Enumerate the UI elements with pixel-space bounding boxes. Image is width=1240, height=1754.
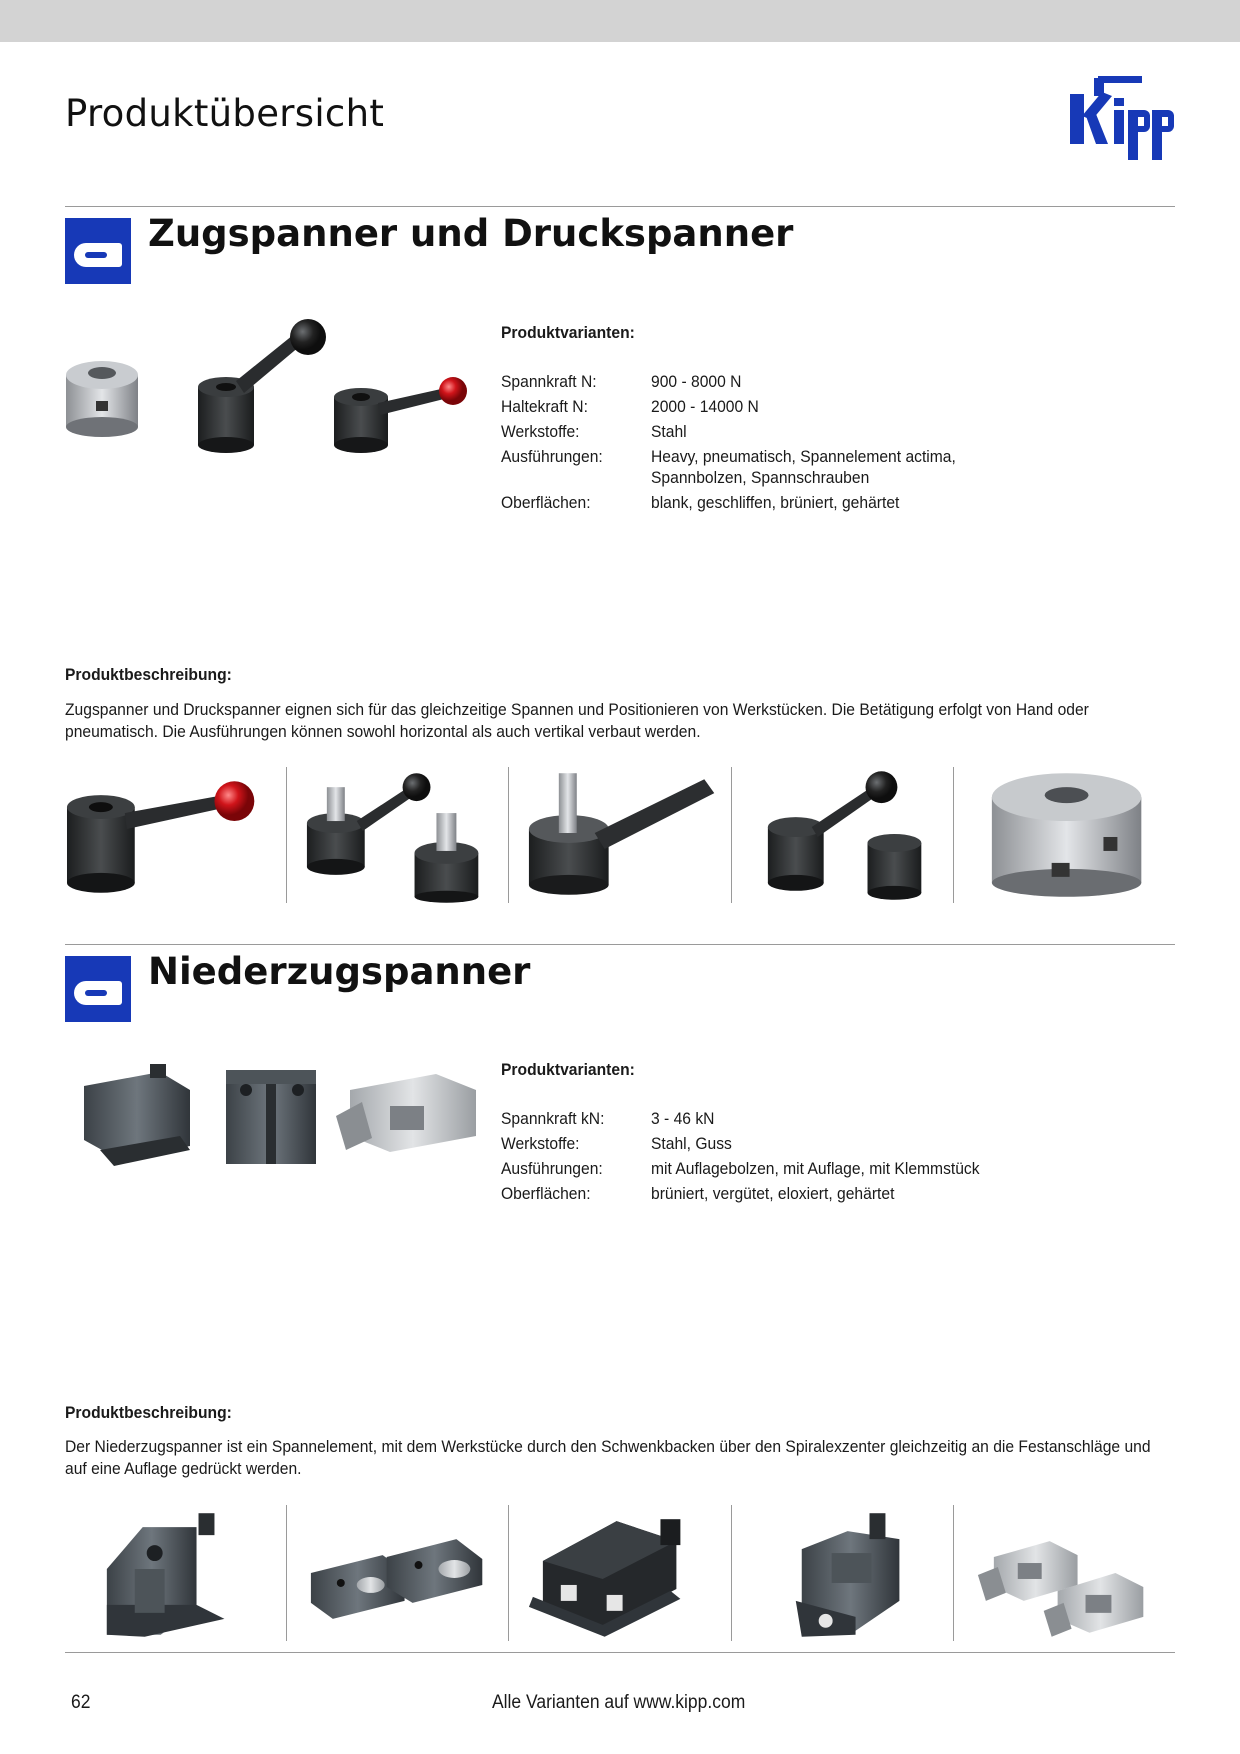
- product-variants: [501, 323, 1141, 517]
- product-thumb: [731, 767, 953, 903]
- kipp-logo: [1068, 72, 1192, 164]
- section-divider: [65, 206, 1175, 207]
- product-thumb: [953, 1505, 1175, 1641]
- product-thumb: [731, 1505, 953, 1641]
- product-thumb: [953, 767, 1175, 903]
- variant-row: [501, 1183, 1141, 1204]
- variant-label: Spannkraft N:: [501, 372, 597, 391]
- footer-link[interactable]: Alle Varianten auf www.kipp.com: [492, 1692, 746, 1713]
- variant-value: Heavy, pneumatisch, Spannelement actima, Spannbolzen, Spannschrauben: [651, 447, 956, 487]
- product-variants: [501, 1060, 1141, 1208]
- variant-row: [501, 371, 1141, 392]
- variant-value: 900 - 8000 N: [651, 372, 742, 391]
- product-thumb: [508, 767, 730, 903]
- variant-value: brüniert, vergütet, eloxiert, gehärtet: [651, 1184, 895, 1203]
- variant-value: Stahl: [651, 422, 687, 441]
- section-title: Niederzugspanner: [148, 950, 531, 993]
- variant-row: [501, 446, 1141, 488]
- variants-heading: Produktvarianten:: [501, 323, 635, 342]
- section-clamp-icon: [65, 956, 131, 1022]
- variant-row: [501, 1133, 1141, 1154]
- section-title: Zugspanner und Druckspanner: [148, 212, 794, 255]
- tension-clamp-red-knob-image: [334, 377, 467, 453]
- product-image-strip: [65, 1505, 1175, 1641]
- variant-label: Haltekraft N:: [501, 397, 588, 416]
- variant-label: Oberflächen:: [501, 493, 591, 512]
- product-image-strip: [65, 767, 1175, 903]
- variant-value: Stahl, Guss: [651, 1134, 732, 1153]
- product-thumb: [508, 1505, 730, 1641]
- downhold-clamp-aluminium-image: [336, 1074, 476, 1152]
- variant-value: 3 - 46 kN: [651, 1109, 715, 1128]
- variant-label: Oberflächen:: [501, 1184, 591, 1203]
- variant-row: [501, 1108, 1141, 1129]
- page-title: Produktübersicht: [65, 92, 385, 135]
- variant-value: blank, geschliffen, brüniert, gehärtet: [651, 493, 900, 512]
- product-thumb: [65, 1505, 286, 1641]
- description-heading: Produktbeschreibung:: [65, 665, 232, 684]
- variant-label: Werkstoffe:: [501, 1134, 580, 1153]
- product-image-group: [60, 1050, 480, 1180]
- variant-row: [501, 421, 1141, 442]
- product-description: Zugspanner und Druckspanner eignen sich für das gleichzeitige Spannen und Positionieren von Werkstücken. Die Betätigung erfolgt von Hand oder pneumatisch. Die Ausführungen können sowohl horizontal als auch vertikal verbaut werden.: [65, 700, 1089, 741]
- variant-value: mit Auflagebolzen, mit Auflage, mit Klemmstück: [651, 1159, 980, 1178]
- description-heading: Produktbeschreibung:: [65, 1403, 232, 1422]
- product-thumb: [286, 767, 508, 903]
- variant-row: [501, 492, 1141, 513]
- downhold-clamp-pair-image: [226, 1070, 316, 1164]
- downhold-clamp-image: [84, 1064, 190, 1166]
- variant-row: [501, 396, 1141, 417]
- section-clamp-icon: [65, 218, 131, 284]
- variant-label: Werkstoffe:: [501, 422, 580, 441]
- product-image-group: [60, 315, 480, 455]
- product-description: Der Niederzugspanner ist ein Spannelement, mit dem Werkstücke durch den Schwenkbacken über den Spiralexzenter gleichzeitig an die Festanschläge und auf eine Auflage gedrückt werden.: [65, 1437, 1151, 1478]
- variant-label: Ausführungen:: [501, 1159, 603, 1178]
- variants-heading: Produktvarianten:: [501, 1060, 635, 1079]
- top-band: [0, 0, 1240, 42]
- footer-divider: [65, 1652, 1175, 1653]
- section-divider: [65, 944, 1175, 945]
- product-thumb: [65, 767, 286, 903]
- variant-label: Ausführungen:: [501, 447, 603, 466]
- variant-label: Spannkraft kN:: [501, 1109, 605, 1128]
- steel-clamp-image: [66, 361, 138, 437]
- tension-clamp-black-knob-image: [198, 319, 326, 453]
- product-thumb: [286, 1505, 508, 1641]
- page-number: 62: [71, 1692, 91, 1713]
- variant-value: 2000 - 14000 N: [651, 397, 759, 416]
- variant-row: [501, 1158, 1141, 1179]
